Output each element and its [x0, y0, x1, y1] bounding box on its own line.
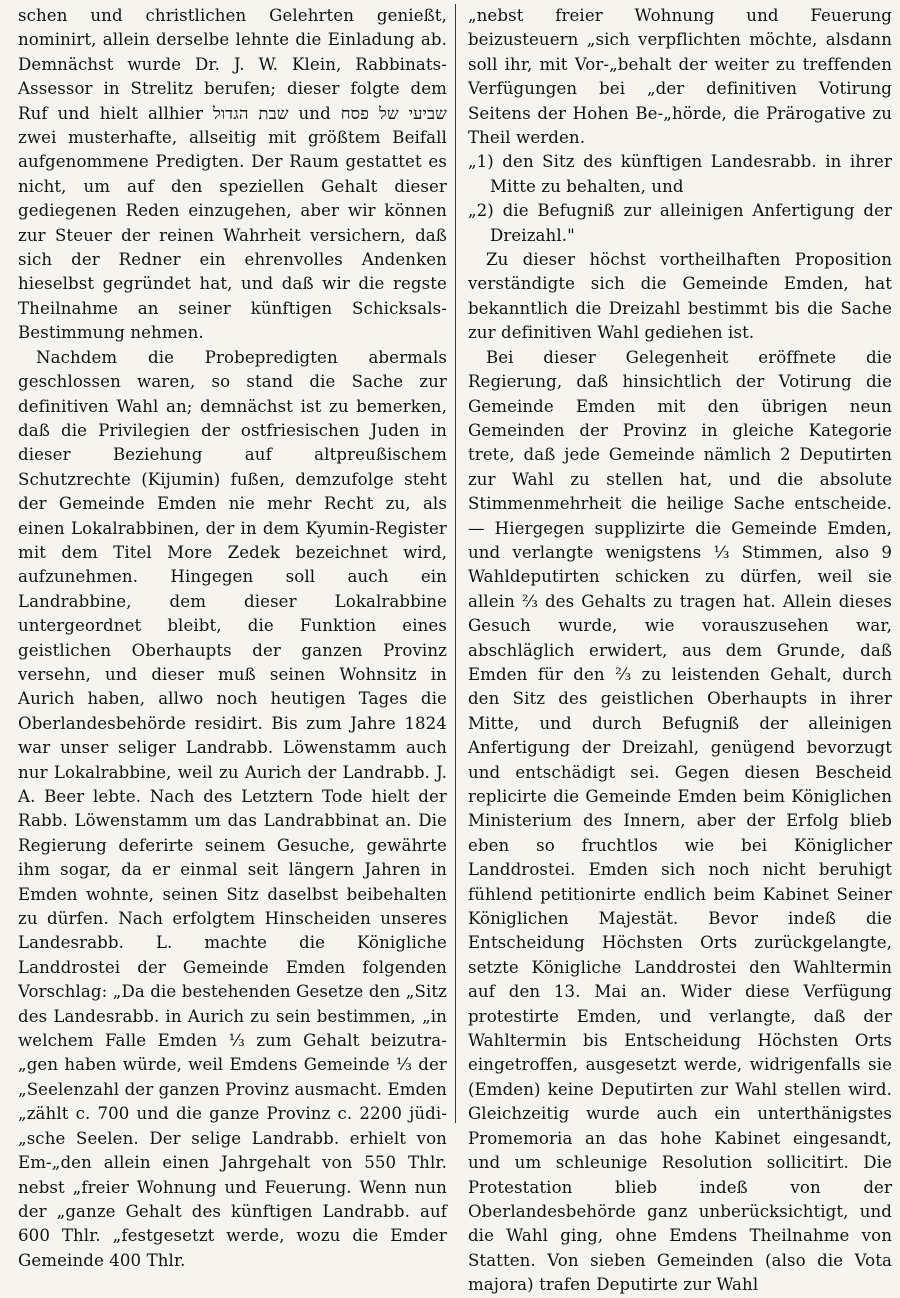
right-column — [456, 4, 893, 1295]
list-item: „2) die Befugniß zur alleinigen Anfertigung der Dreizahl." — [467, 201, 893, 245]
text-columns — [18, 4, 893, 1295]
left-column — [18, 4, 455, 1270]
paragraph: Nachdem die Probepredigten abermals geschlossen waren, so stand die Sache zur definitiven Wahl an; demnächst ist zu bemerken, daß die Privilegien der ostfriesischen Juden in dieser Beziehung auf altpreußischem Schutzrechte (Kijumin) fußen, demzufolge steht der Gemeinde Emden nie mehr Recht zu, als einen Lokalrabbinen, der in dem Kyumin-Register mit dem Titel More Zedek bezeichnet wird, aufzunehmen. Hingegen soll auch ein Landrabbine, dem dieser Lokalrabbine untergeordnet bleibt, die Funktion eines geistlichen Oberhaupts der ganzen Provinz versehn, und dieser muß seinen Wohnsitz in Aurich haben, allwo noch heutigen Tages die Oberlandesbehörde residirt. Bis zum Jahre 1824 war unser seliger Landrabb. Löwenstamm auch nur Lokalrabbine, weil zu Aurich der Landrabb. J. A. Beer lebte. Nach des Letztern Tode hielt der Rabb. Löwenstamm um das Landrabbinat an. Die Regierung deferirte seinem Gesuche, gewährte ihm sogar, da er einmal seit längern Jahren in Emden wohnte, seinen Sitz daselbst beibehalten zu dürfen. Nach erfolgtem Hinscheiden unseres Landesrabb. L. machte die Königliche Landdrostei der Gemeinde Emden folgenden Vorschlag: „Da die bestehenden Gesetze den „Sitz des Landesrabb. in Aurich zu sein bestimmen, „in welchem Falle Emden ⅓ zum Gehalt beizutra-„gen haben würde, weil Emdens Gemeinde ⅓ der „Seelenzahl der ganzen Provinz ausmacht. Emden „zählt c. 700 und die ganze Provinz c. 2200 jüdi-„sche Seelen. Der selige Landrabb. erhielt von Em-„den allein einen Jahrgehalt von 550 Thlr. nebst „freier Wohnung und Feuerung. Wenn nun der „ganze Gehalt des künftigen Landrabb. auf 600 Thlr. „festgesetzt werde, wozu die Emder Gemeinde 400 Thlr. — [18, 347, 447, 1270]
paragraph: „nebst freier Wohnung und Feuerung beizusteuern „sich verpflichten möchte, alsdann soll ihr, mit Vor-„behalt der weiter zu treffenden Verfügungen bei „der definitiven Votirung Seitens der Hohen Be-„hörde, die Prärogative zu Theil werden. — [467, 6, 893, 148]
paragraph: Bei dieser Gelegenheit eröffnete die Regierung, daß hinsichtlich der Votirung die Gemeinde Emden mit den übrigen neun Gemeinden der Provinz in gleiche Kategorie trete, daß jede Gemeinde nämlich 2 Deputirten zur Wahl zu stellen hat, und die absolute Stimmenmehrheit die heilige Sache entscheide.— Hiergegen supplizirte die Gemeinde Emden, und verlangte wenigstens ⅓ Stimmen, also 9 Wahldeputirten schicken zu dürfen, weil sie allein ⅔ des Gehalts zu tragen hat. Allein dieses Gesuch wurde, wie vorauszusehen war, abschläglich erwidert, aus dem Grunde, daß Emden für den ⅔ zu leistenden Gehalt, durch den Sitz des geistlichen Oberhaupts in ihrer Mitte, und durch Befugniß der alleinigen Anfertigung der Dreizahl, genügend bevorzugt und entschädigt sei. Gegen diesen Bescheid replicirte die Gemeinde Emden beim Königlichen Ministerium des Innern, aber der Erfolg blieb eben so fruchtlos wie bei Königlicher Landdrostei. Emden sich noch nicht beruhigt fühlend petitionirte endlich beim Kabinet Seiner Königlichen Majestät. Bevor indeß die Entscheidung Höchsten Orts zurückgelangte, setzte Königliche Landdrostei den Wahltermin auf den 13. Mai an. Wider diese Verfügung protestirte Emden, und verlangte, daß der Wahltermin bis Entscheidung Höchsten Orts eingetroffen, ausgesetzt werde, widrigenfalls sie (Emden) keine Deputirten zur Wahl stellen wird. Gleichzeitig wurde auch ein unterthänigstes Promemoria an das hohe Kabinet eingesandt, und um schleunige Resolution sollicitirt. Die Protestation blieb indeß von der Oberlandesbehörde ganz unberücksichtigt, und die Wahl ging, ohne Emdens Theilnahme von Statten. Von sieben Gemeinden (also die Vota majora) trafen Deputirte zur Wahl — [467, 347, 893, 1295]
list-item: „1) den Sitz des künftigen Landesrabb. in ihrer Mitte zu behalten, und — [467, 152, 893, 196]
paragraph: Zu dieser höchst vortheilhaften Proposition verständigte sich die Gemeinde Emden, hat bekanntlich die Dreizahl bestimmt bis die Sache zur definitiven Wahl gediehen ist. — [467, 250, 893, 343]
paragraph: schen und christlichen Gelehrten genießt, nominirt, allein derselbe lehnte die Einladung ab. Demnächst wurde Dr. J. W. Klein, Rabbinats-Assessor in Strelitz berufen; dieser folgte dem Ruf und hielt allhier שבת הגדול und שביעי של פסח zwei musterhafte, allseitig mit größtem Beifall aufgenommene Predigten. Der Raum gestattet es nicht, um auf den speziellen Gehalt dieser gediegenen Reden einzugehen, aber wir können zur Steuer der reinen Wahrheit versichern, daß sich der Redner ein ehrenvolles Andenken hieselbst gegründet hat, und daß wir die regste Theilnahme an seiner künftigen Schicksals-Bestimmung nehmen. — [18, 6, 447, 343]
